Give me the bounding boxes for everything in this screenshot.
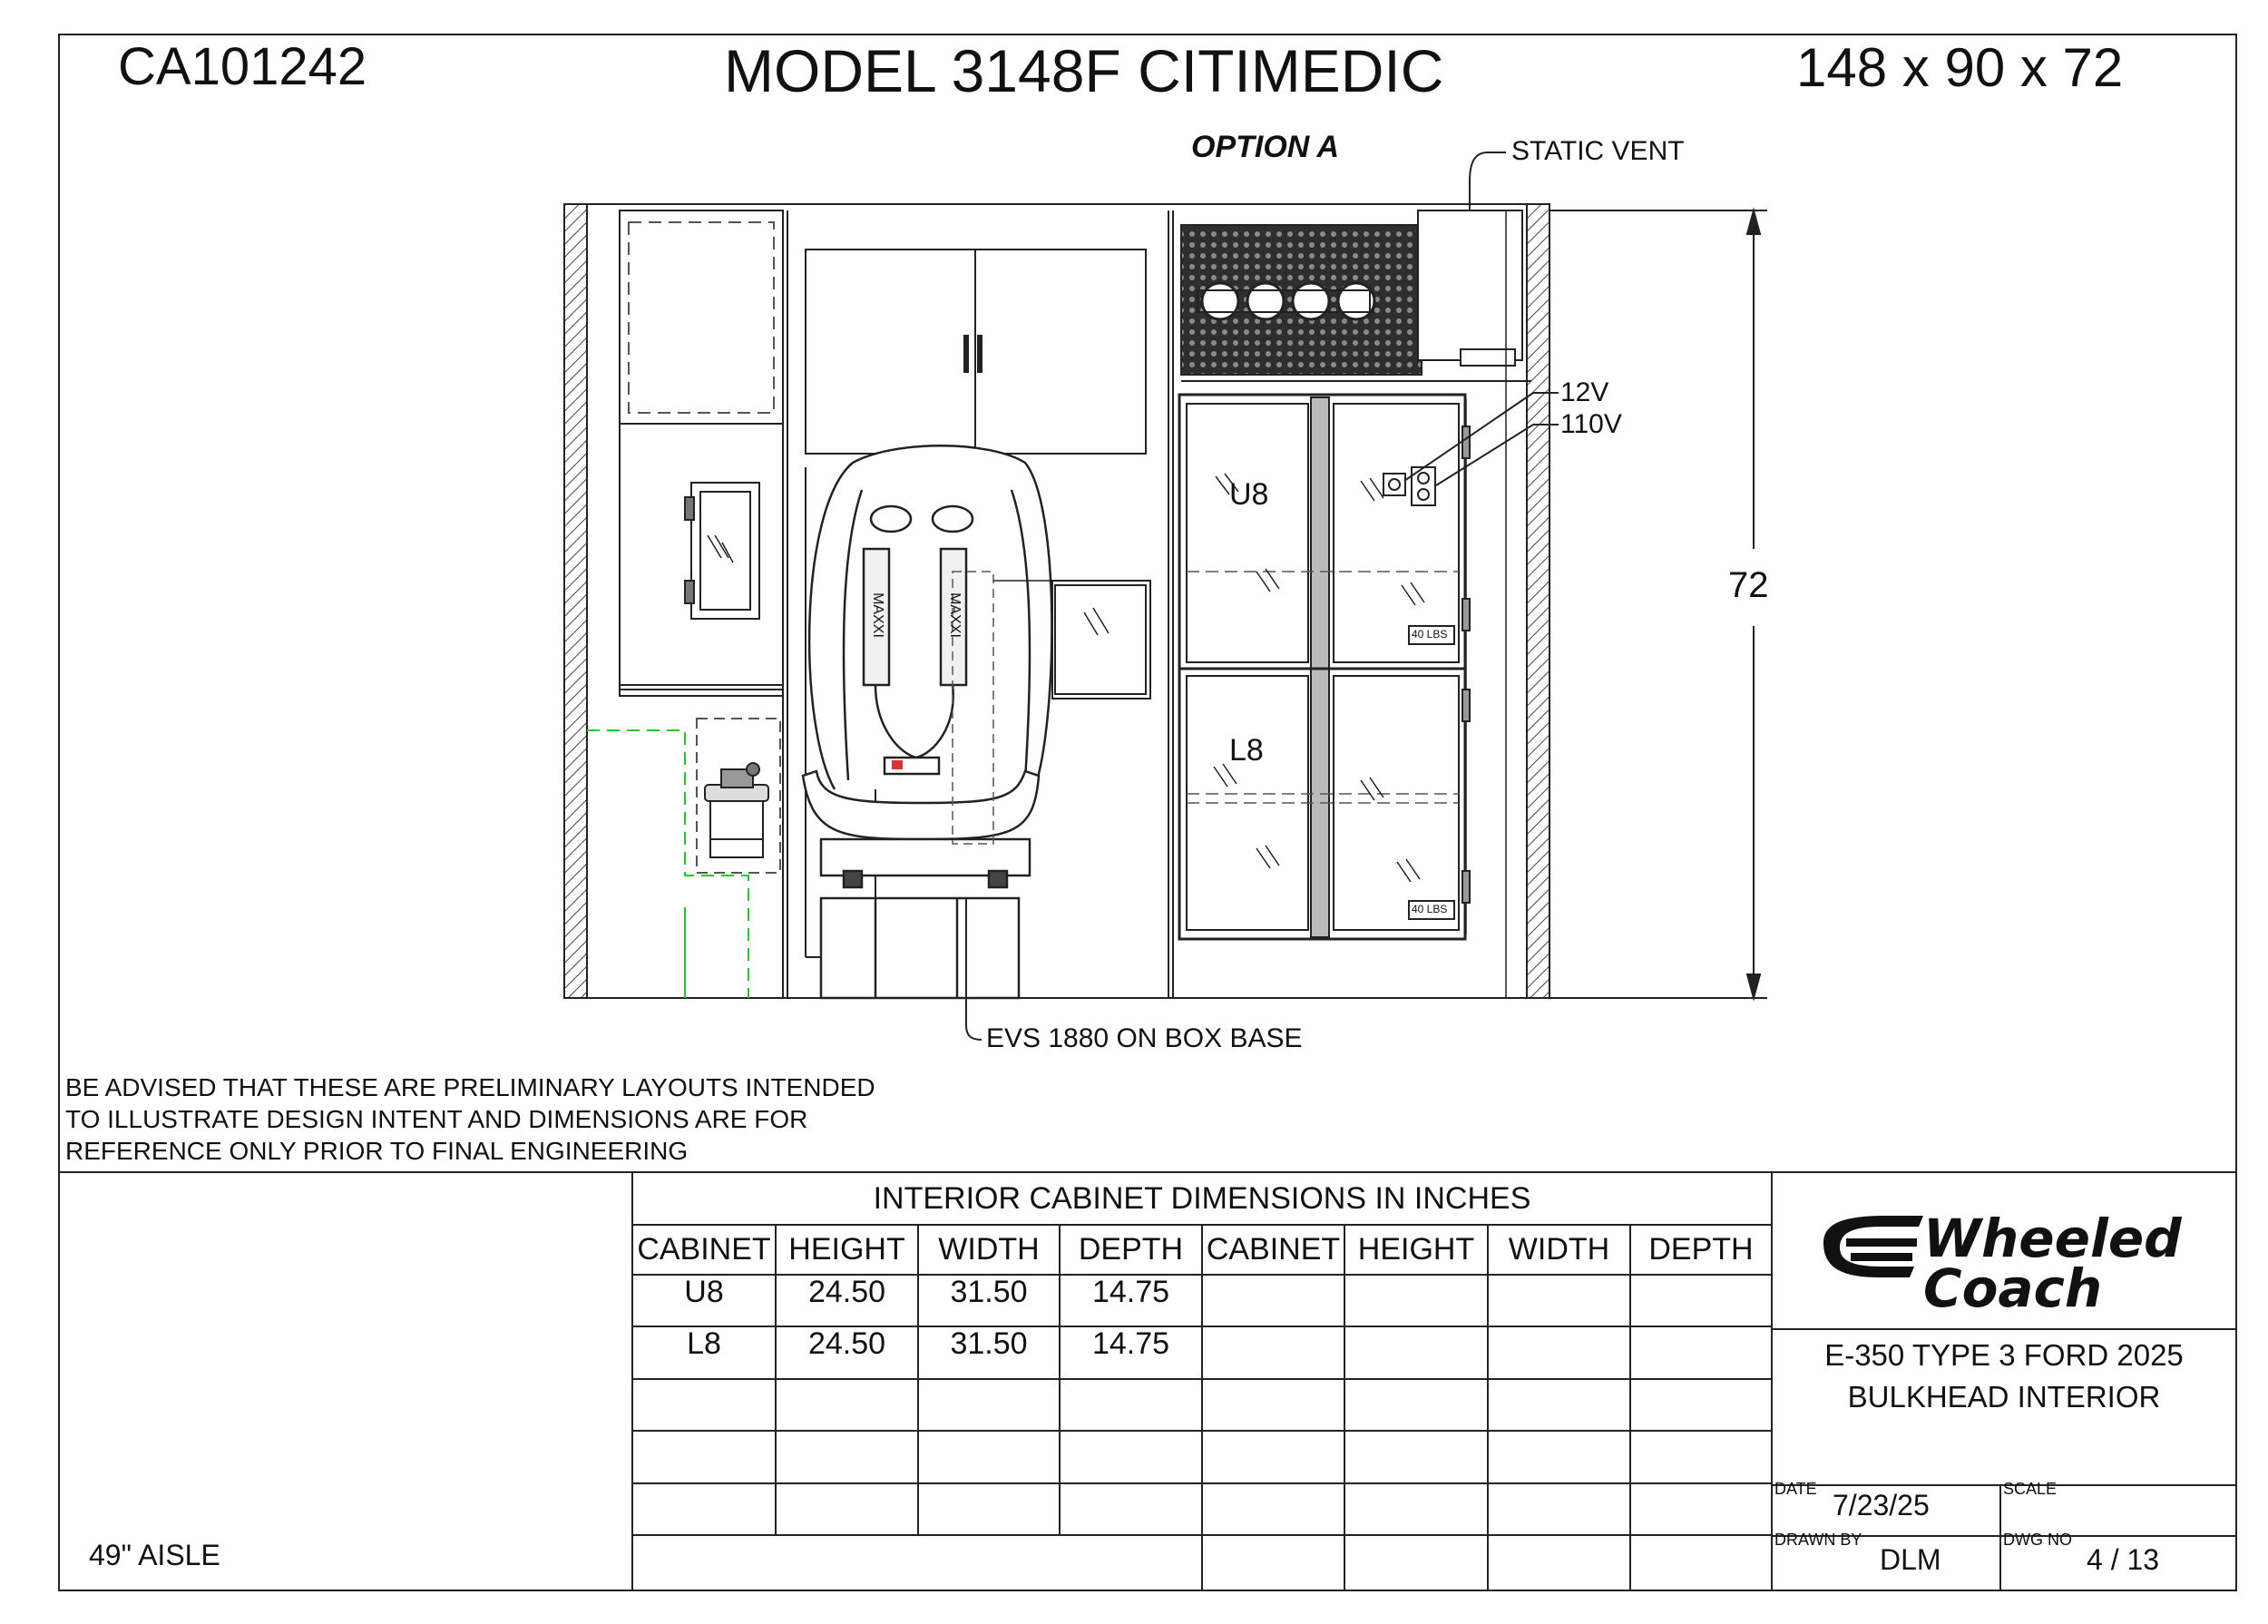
static-vent-leader: [1470, 152, 1506, 210]
table-cell: [1488, 1423, 1630, 1473]
right-wall: [1527, 204, 1549, 998]
table-cell: 14.75: [1091, 1326, 1170, 1361]
model-title: MODEL 3148F CITIMEDIC: [724, 37, 1444, 104]
logo-line-1: Wheeled: [1923, 1208, 2182, 1269]
table-header-cell: DEPTH: [1648, 1232, 1754, 1267]
static-vent-label: STATIC VENT: [1511, 136, 1685, 166]
table-cell: [1060, 1372, 1202, 1422]
table-header-cell: DEPTH: [1078, 1232, 1184, 1267]
table-title: INTERIOR CABINET DIMENSIONS IN INCHES: [873, 1180, 1531, 1216]
table-cell: [1202, 1476, 1344, 1526]
aisle-note: 49" AISLE: [89, 1539, 220, 1571]
view-label: BULKHEAD INTERIOR: [1847, 1380, 2161, 1414]
table-cell: 24.50: [807, 1326, 886, 1361]
table-header-cell: HEIGHT: [788, 1232, 905, 1267]
date-label: DATE: [1774, 1480, 1817, 1498]
side-cabinet: [1052, 581, 1150, 699]
evs-seat: [803, 445, 1052, 998]
table-cell: [918, 1476, 1060, 1526]
table-cell: 31.50: [950, 1326, 1028, 1361]
table-cell: [1488, 1372, 1630, 1422]
table-header-cell: WIDTH: [938, 1232, 1040, 1267]
cabinet-l8-label: L8: [1229, 733, 1264, 768]
table-cell: [1344, 1372, 1488, 1422]
option-label: OPTION A: [1191, 130, 1340, 164]
seat-brand-left: MAXXI: [869, 592, 885, 638]
table-cell: 31.50: [950, 1275, 1028, 1309]
table-cell: U8: [684, 1275, 724, 1309]
seat-brand-right: MAXXI: [946, 592, 963, 638]
suction-canister: [697, 719, 780, 873]
weight-rating-lower: 40 LBS: [1412, 903, 1448, 915]
seat-base-label: EVS 1880 ON BOX BASE: [986, 1023, 1303, 1053]
wheeled-coach-logo: [1823, 1216, 1923, 1277]
table-cell: [776, 1372, 918, 1422]
disclaimer-line-1: BE ADVISED THAT THESE ARE PRELIMINARY LAYOUTS INTENDED: [65, 1073, 875, 1101]
scale-label: SCALE: [2003, 1480, 2058, 1498]
table-cell: [1344, 1423, 1488, 1473]
table-cell: L8: [687, 1326, 721, 1361]
table-cell: [1060, 1423, 1202, 1473]
table-header-cell: HEIGHT: [1357, 1232, 1475, 1267]
outlet-12v: [1383, 474, 1405, 495]
table-cell: [918, 1423, 1060, 1473]
table-cell: [1630, 1267, 1772, 1317]
table-header-cell: CABINET: [637, 1232, 771, 1267]
table-cell: [1060, 1476, 1202, 1526]
disclaimer-line-2: TO ILLUSTRATE DESIGN INTENT AND DIMENSIONS ARE FOR: [65, 1105, 808, 1133]
table-cell: [1202, 1423, 1344, 1473]
left-cabinet-column: [620, 210, 783, 998]
table-cell: [632, 1372, 776, 1422]
date-value: 7/23/25: [1833, 1489, 1930, 1521]
small-cabinet-door: [691, 483, 759, 619]
table-cell: [776, 1476, 918, 1526]
dwg-no-label: DWG NO: [2003, 1531, 2072, 1549]
bulkhead-elevation: [564, 152, 1767, 1040]
v110-label: 110V: [1560, 409, 1622, 439]
table-cell: [1488, 1319, 1630, 1369]
height-dimension-label: 72: [1728, 565, 1769, 605]
table-cell: [1488, 1267, 1630, 1317]
disclaimer-line-3: REFERENCE ONLY PRIOR TO FINAL ENGINEERING: [65, 1137, 689, 1165]
table-cell: 24.50: [807, 1275, 886, 1309]
right-column: [1173, 210, 1531, 998]
v12-label: 12V: [1560, 377, 1609, 407]
table-cell: [1630, 1372, 1772, 1422]
table-header-cell: WIDTH: [1508, 1232, 1610, 1267]
vehicle-label: E-350 TYPE 3 FORD 2025: [1824, 1338, 2184, 1372]
drawn-by-value: DLM: [1880, 1543, 1941, 1576]
table-header-cell: CABINET: [1206, 1232, 1341, 1267]
cabinet-u8-label: U8: [1229, 477, 1269, 512]
table-cell: [918, 1372, 1060, 1422]
table-cell: [1488, 1476, 1630, 1526]
box-base: [821, 898, 1019, 998]
logo-line-2: Coach: [1923, 1257, 2103, 1320]
drawing-id: CA101242: [118, 37, 367, 96]
box-dimensions: 148 x 90 x 72: [1796, 37, 2124, 98]
left-wall: [564, 204, 587, 998]
table-cell: [632, 1423, 776, 1473]
drawn-by-label: DRAWN BY: [1774, 1531, 1862, 1549]
logo-wordmark: [1923, 1208, 2182, 1320]
table-cell: [1630, 1319, 1772, 1369]
table-cell: [776, 1423, 918, 1473]
dwg-no-value: 4 / 13: [2087, 1543, 2160, 1576]
table-cell: [1202, 1267, 1344, 1317]
table-cell: [1202, 1319, 1344, 1369]
table-cell: [1630, 1423, 1772, 1473]
table-cell: [632, 1476, 776, 1526]
table-cell: [1344, 1319, 1488, 1369]
weight-rating-upper: 40 LBS: [1412, 628, 1448, 641]
table-cell: [1344, 1267, 1488, 1317]
table-cell: [1344, 1476, 1488, 1526]
table-cell: 14.75: [1091, 1275, 1170, 1309]
table-cell: [1202, 1372, 1344, 1422]
table-cell: [1630, 1476, 1772, 1526]
